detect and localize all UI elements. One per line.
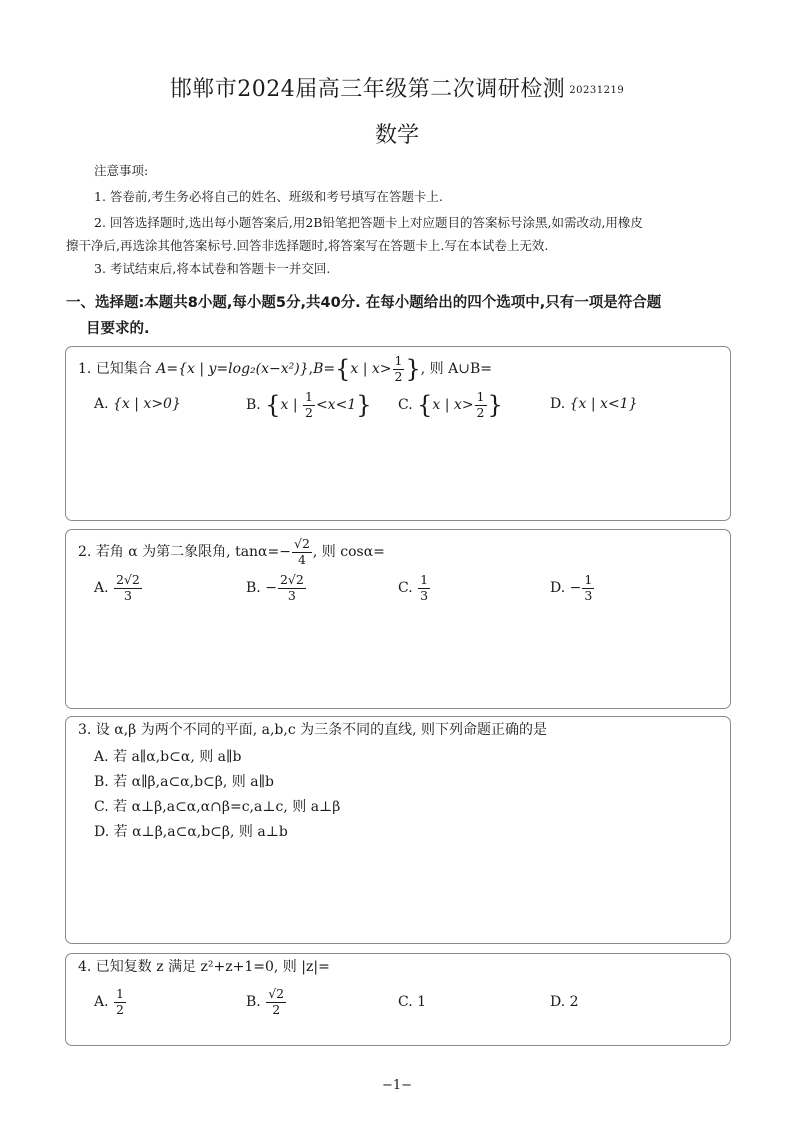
page-number: −1− <box>381 1078 413 1093</box>
notes-item-3: 3. 考试结束后,将本试卷和答题卡一并交回. <box>94 261 331 276</box>
exam-title-text: 邯郸市2024届高三年级第二次调研检测 <box>169 77 566 102</box>
question-1-option-d[interactable]: D. {x | x<1} <box>550 396 638 412</box>
subject-title: 数学 <box>374 123 419 148</box>
question-3-option-d[interactable]: D. 若 α⊥β,a⊂α,b⊂β, 则 a⊥b <box>94 824 288 840</box>
section-heading <box>66 290 736 342</box>
question-3-stem: 3. 设 α,β 为两个不同的平面, a,b,c 为三条不同的直线, 则下列命题正确的是 <box>78 722 548 738</box>
notes-item-1: 1. 答卷前,考生务必将自己的姓名、班级和考号填写在答题卡上. <box>94 189 443 204</box>
question-1-option-c[interactable]: C. {x | x> $\frac{1}{2}$ } <box>398 389 503 420</box>
question-3-option-b[interactable]: B. 若 α∥β,a⊂α,b⊂β, 则 a∥b <box>94 774 274 790</box>
question-2-box <box>65 529 731 709</box>
fraction: $\frac{√2}{4}$ <box>293 536 310 567</box>
question-1-number: 1. <box>78 361 92 377</box>
section-heading-line2: 目要求的. <box>86 321 150 337</box>
question-2-option-d[interactable]: D. − $\frac{1}{3}$ <box>550 572 593 603</box>
question-1-option-a[interactable]: A. {x | x>0} <box>94 396 181 412</box>
question-2-option-a[interactable]: A. $\frac{2√2}{3}$ <box>94 572 140 603</box>
notes-heading: 注意事项: <box>94 163 149 178</box>
question-4-option-b[interactable]: B. $\frac{√2}{2}$ <box>246 986 285 1017</box>
question-4-option-d[interactable]: D. 2 <box>550 994 579 1010</box>
question-4-option-a[interactable]: A. $\frac{1}{2}$ <box>94 986 124 1017</box>
question-2-option-b[interactable]: B. − $\frac{2√2}{3}$ <box>246 572 304 603</box>
question-2-stem: 2. 若角 α 为第二象限角, tanα=− $\frac{√2}{4}$ , 则 cosα= <box>78 536 385 567</box>
notes-item-2: 2. 回答选择题时,选出每小题答案后,用2B铅笔把答题卡上对应题目的答案标号涂黑,如需改动,用橡皮 <box>94 215 643 230</box>
question-2-option-c[interactable]: C. $\frac{1}{3}$ <box>398 572 429 603</box>
exam-title <box>0 72 794 103</box>
section-heading-line1: 一、选择题:本题共8小题,每小题5分,共40分. 在每小题给出的四个选项中,只有一项是符合题 <box>66 295 662 311</box>
notes-item-2-cont: 擦干净后,再选涂其他答案标号.回答非选择题时,将答案写在答题卡上.写在本试卷上无效. <box>66 238 549 253</box>
question-3-option-a[interactable]: A. 若 a∥α,b⊂α, 则 a∥b <box>94 749 242 765</box>
fraction: $\frac{1}{2}$ <box>394 353 403 384</box>
question-4-box <box>65 953 731 1046</box>
question-3-box <box>65 716 731 944</box>
question-1-box <box>65 346 731 521</box>
exam-code: 20231219 <box>569 84 625 96</box>
question-3-option-c[interactable]: C. 若 α⊥β,a⊂α,α∩β=c,a⊥c, 则 a⊥β <box>94 799 341 815</box>
question-4-option-c[interactable]: C. 1 <box>398 994 427 1010</box>
question-4-stem: 4. 已知复数 z 满足 z²+z+1=0, 则 |z|= <box>78 959 330 975</box>
question-1-option-b[interactable]: B. {x | $\frac{1}{2}$ <x<1} <box>246 389 372 420</box>
question-1-stem: 1. 已知集合 A={x | y=log₂(x−x²)},B={x | x> $\frac{1}{2}$ }, 则 A∪B= <box>78 353 492 384</box>
question-2-number: 2. <box>78 544 92 560</box>
